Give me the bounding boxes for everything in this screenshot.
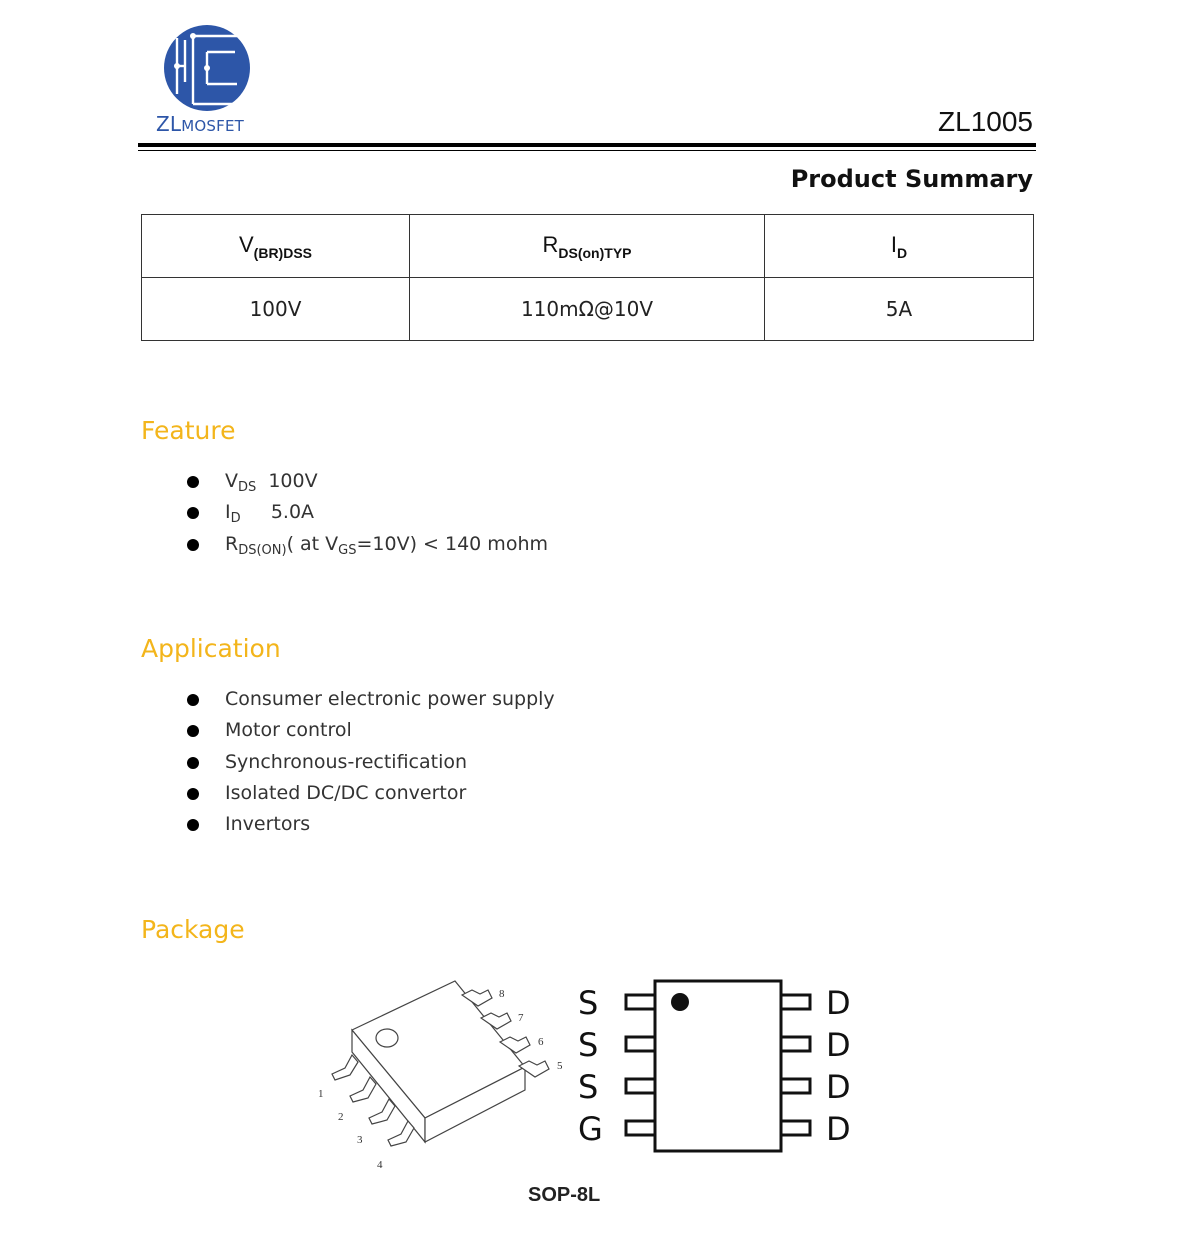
feature-condition: ( at V xyxy=(286,532,339,555)
feature-subscript: D xyxy=(230,511,241,527)
header-subscript: DS(on)TYP xyxy=(558,244,632,261)
header-cell-id xyxy=(765,215,1034,278)
feature-symbol: I xyxy=(225,501,231,524)
logo-text xyxy=(156,112,244,136)
part-number: ZL1005 xyxy=(938,106,1033,137)
sop8-package-diagram xyxy=(300,968,880,1188)
pin-number-label: 4 xyxy=(377,1159,383,1171)
feature-value: 100V xyxy=(256,470,318,492)
bullet-icon xyxy=(187,725,199,737)
pin-number-label: 1 xyxy=(318,1088,324,1100)
list-item-text: Motor control xyxy=(225,719,352,742)
value-cell-id: 5A xyxy=(765,278,1034,341)
feature-symbol: V xyxy=(225,470,238,492)
header-subscript: (BR)DSS xyxy=(253,244,313,261)
feature-value: =10V) < 140 mohm xyxy=(356,532,548,555)
header-rule-thick xyxy=(138,143,1036,147)
pin-number-label: 5 xyxy=(557,1060,563,1072)
pin-label-right: D xyxy=(826,1110,851,1148)
pin-number-label: 8 xyxy=(499,988,505,1000)
feature-subscript: DS(ON) xyxy=(238,542,287,558)
header-symbol: V xyxy=(238,231,254,257)
package-heading: Package xyxy=(141,915,245,944)
bullet-icon xyxy=(187,507,199,519)
feature-value: 5.0A xyxy=(240,501,315,524)
pin-number-label: 2 xyxy=(338,1111,344,1123)
pin-label-left: S xyxy=(578,984,599,1022)
header-cell-vbrdss xyxy=(142,215,410,278)
pin-number-label: 6 xyxy=(538,1036,544,1048)
list-item-text: Consumer electronic power supply xyxy=(225,688,555,710)
header-symbol: R xyxy=(542,231,559,257)
list-item-text: Invertors xyxy=(225,813,311,836)
feature-heading: Feature xyxy=(141,416,236,445)
value-cell-rdson: 110mΩ@10V xyxy=(410,278,765,341)
bullet-icon xyxy=(187,539,199,551)
list-item-text: Synchronous-rectification xyxy=(225,750,468,773)
bullet-icon xyxy=(187,757,199,769)
pin-number-label: 7 xyxy=(518,1012,524,1024)
value-cell-vbrdss: 100V xyxy=(142,278,410,341)
header-cell-rdson xyxy=(410,215,765,278)
feature-subscript: DS xyxy=(238,480,257,495)
pin-label-right: D xyxy=(826,1068,851,1106)
bullet-icon xyxy=(187,819,199,831)
pin-label-right: D xyxy=(826,1026,851,1064)
pin-label-left: S xyxy=(578,1026,599,1064)
pin-label-left: G xyxy=(578,1110,603,1148)
feature-symbol: R xyxy=(225,532,239,555)
bullet-icon xyxy=(187,476,199,488)
chip-3d-illustration xyxy=(332,981,549,1146)
pin1-marker-icon xyxy=(671,993,689,1011)
package-caption: SOP-8L xyxy=(528,1184,601,1206)
bullet-icon xyxy=(187,788,199,800)
table-header-row xyxy=(142,215,1034,278)
application-heading: Application xyxy=(141,634,281,663)
pin-number-label: 3 xyxy=(357,1134,363,1146)
feature-subscript: GS xyxy=(338,542,357,558)
list-item-text: Isolated DC/DC convertor xyxy=(225,781,467,804)
product-summary-title: Product Summary xyxy=(790,165,1033,193)
pin-label-right: D xyxy=(826,984,851,1022)
table-row xyxy=(142,278,1034,341)
header-symbol: I xyxy=(890,231,897,257)
product-summary-table xyxy=(141,214,1034,341)
pinout-schematic xyxy=(626,981,810,1151)
pin-label-left: S xyxy=(578,1068,599,1106)
logo-text-small: MOSFET xyxy=(181,117,244,135)
header-subscript: D xyxy=(897,244,908,261)
bullet-icon xyxy=(187,694,199,706)
header-rule-thin xyxy=(138,150,1036,151)
logo-text-main: ZL xyxy=(156,112,182,136)
